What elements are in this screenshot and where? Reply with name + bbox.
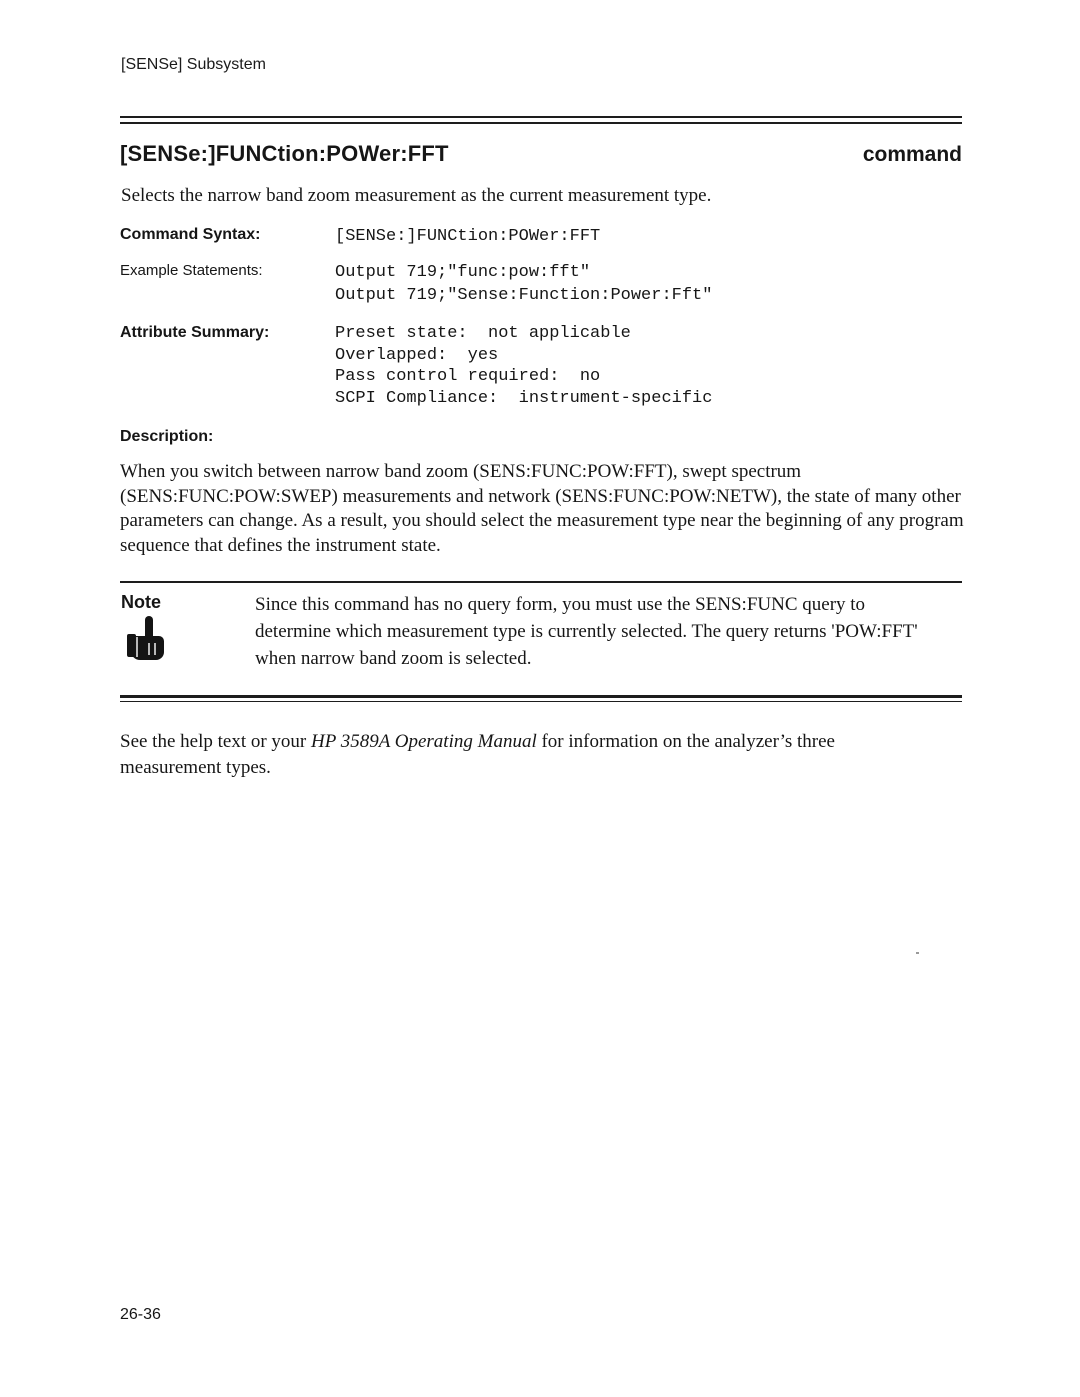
attribute-line: SCPI Compliance: instrument-specific	[335, 388, 713, 408]
manual-title: HP 3589A Operating Manual	[311, 731, 537, 752]
page-number: 26-36	[120, 1306, 161, 1323]
example-statements-label: Example Statements:	[120, 262, 263, 279]
description-label: Description:	[120, 428, 214, 445]
attribute-summary-list	[335, 323, 712, 409]
running-header: [SENSe] Subsystem	[121, 56, 266, 73]
command-heading-row	[120, 141, 962, 167]
see-also-suffix: for information on the analyzer’s three measurement types.	[120, 731, 835, 778]
attribute-summary-label: Attribute Summary:	[120, 324, 270, 341]
command-syntax-value: [SENSe:]FUNCtion:POWer:FFT	[335, 227, 601, 246]
example-statement: Output 719;"func:pow:fft"	[335, 263, 591, 282]
command-type-label: command	[862, 143, 962, 166]
note-text: Since this command has no query form, you must use the SENS:FUNC query to determine which measurement type is currently selected. The query returns 'POW:FFT' when narrow band zoom is selected.	[255, 594, 918, 669]
command-syntax-label: Command Syntax:	[120, 226, 261, 243]
scan-artifact	[916, 952, 919, 954]
note-rule-bottom	[120, 695, 962, 702]
header-rule	[120, 116, 962, 124]
see-also-prefix: See the help text or your	[120, 731, 312, 752]
command-summary: Selects the narrow band zoom measurement as the current measurement type.	[121, 185, 712, 206]
command-title: [SENSe:]FUNCtion:POWer:FFT	[120, 141, 449, 166]
example-statement: Output 719;"Sense:Function:Power:Fft"	[335, 286, 713, 305]
see-also-paragraph	[120, 729, 930, 781]
pointing-hand-icon	[124, 615, 168, 665]
attribute-line: Overlapped: yes	[335, 345, 499, 365]
attribute-line: Preset state: not applicable	[335, 324, 631, 343]
description-text: When you switch between narrow band zoom (SENS:FUNC:POW:FFT), swept spectrum (SENS:FUNC:POW:SWEP) measurements and network (SENS:FUNC:POW:NETW), the state of many other parameters can change. As a result, you should select the measurement type near the beginning of any program sequence that defines the instrument state.	[120, 461, 964, 556]
attribute-line: Pass control required: no	[335, 367, 601, 386]
example-statements-list	[335, 261, 712, 307]
note-label: Note	[121, 592, 161, 612]
note-rule-top	[120, 581, 962, 584]
